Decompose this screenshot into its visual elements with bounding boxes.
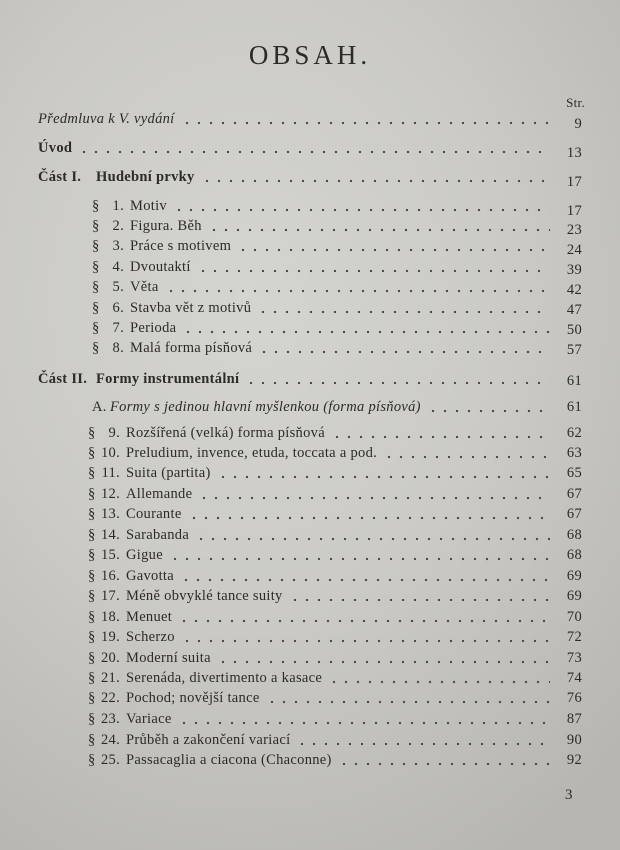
toc-page-number: 24 (566, 242, 582, 258)
toc-page-number: 70 (566, 609, 582, 625)
section-number: 24. (100, 732, 120, 748)
section-title: Passacaglia a ciacona (Chaconne) (126, 752, 332, 768)
dot-leader (201, 167, 550, 187)
toc-row-section (88, 566, 582, 586)
section-number: 3. (112, 238, 124, 254)
dot-leader (178, 607, 550, 627)
dot-leader (178, 709, 550, 729)
section-sign: § (92, 198, 100, 214)
section-sign: § (88, 670, 96, 686)
section-number: 11. (101, 465, 120, 481)
toc-row-section (92, 277, 582, 297)
dot-leader (165, 277, 550, 297)
toc-page-number: 62 (566, 425, 582, 441)
dot-leader (180, 566, 550, 586)
section-title: Práce s motivem (130, 238, 232, 254)
section-number: 18. (100, 609, 120, 625)
section-title: Gigue (126, 547, 163, 563)
section-title: Allemande (126, 486, 193, 502)
toc-row-section (88, 607, 582, 627)
toc-page-number: 68 (566, 547, 582, 563)
section-title: Dvoutaktí (130, 259, 191, 275)
dot-leader (257, 298, 550, 318)
section-sign: § (92, 279, 100, 295)
toc-page-number: 67 (566, 486, 582, 502)
toc-page-number: 13 (566, 145, 582, 161)
dot-leader (237, 236, 550, 256)
dot-leader (198, 484, 550, 504)
toc-row-section (92, 338, 582, 358)
toc-page-number: 72 (566, 629, 582, 645)
toc-row-section (88, 443, 582, 463)
section-sign: § (92, 300, 100, 316)
section-sign: § (88, 527, 96, 543)
section-number: 10. (100, 445, 120, 461)
toc-page-number: 69 (566, 588, 582, 604)
toc-page-number: 90 (566, 732, 582, 748)
toc-page-number: 68 (566, 527, 582, 543)
dot-leader (331, 423, 550, 443)
section-number: 12. (100, 486, 120, 502)
section-number: 15. (100, 547, 120, 563)
dot-leader (296, 730, 550, 750)
toc-row-section (92, 236, 582, 256)
section-sign: § (88, 486, 96, 502)
dot-leader (383, 443, 550, 463)
toc-row-section (92, 216, 582, 236)
section-number: 9. (108, 425, 120, 441)
section-title: Perioda (130, 320, 177, 336)
toc-page-number: 50 (566, 322, 582, 338)
toc-row-section (88, 750, 582, 770)
section-sign: § (88, 650, 96, 666)
section-title: Motiv (130, 198, 167, 214)
section-number: 16. (100, 568, 120, 584)
section-sign: § (88, 465, 96, 481)
section-number: 20. (100, 650, 120, 666)
page-folio: 3 (565, 787, 573, 803)
toc-row-section (92, 257, 582, 277)
toc-row-introduction (38, 138, 582, 161)
toc-page-number: 69 (566, 568, 582, 584)
section-title: Průběh a zakončení variací (126, 732, 291, 748)
section-number: 19. (100, 629, 120, 645)
toc-row-section (88, 688, 582, 708)
section-title: Sarabanda (126, 527, 190, 543)
dot-leader (181, 627, 550, 647)
section-title: Serenáda, divertimento a kasace (126, 670, 323, 686)
dot-leader (266, 688, 550, 708)
toc-page-number: 17 (566, 174, 582, 190)
section-title: Courante (126, 506, 182, 522)
toc-page-number: 65 (566, 465, 582, 481)
section-number: 23. (100, 711, 120, 727)
subheading-letter: A. (92, 399, 107, 415)
toc-row-section (92, 318, 582, 338)
section-title: Preludium, invence, etuda, toccata a pod. (126, 445, 378, 461)
section-sign: § (92, 259, 100, 275)
toc-page-number: 47 (566, 302, 582, 318)
toc-row-section (88, 668, 582, 688)
toc-row-section (92, 196, 582, 219)
section-sign: § (88, 732, 96, 748)
toc-page-number: 92 (566, 752, 582, 768)
section-sign: § (92, 238, 100, 254)
toc-page-number: 42 (566, 282, 582, 298)
dot-leader (195, 525, 550, 545)
section-sign: § (88, 711, 96, 727)
section-number: 7. (112, 320, 124, 336)
toc-row-section (88, 484, 582, 504)
section-sign: § (88, 547, 96, 563)
dot-leader (217, 463, 550, 483)
dot-leader (188, 504, 550, 524)
toc-row-section (88, 709, 582, 729)
section-sign: § (88, 445, 96, 461)
section-number: 22. (100, 690, 120, 706)
section-sign: § (88, 588, 96, 604)
section-title: Variace (126, 711, 172, 727)
dot-leader (197, 257, 550, 277)
dot-leader (169, 545, 550, 565)
toc-row-part (38, 369, 582, 389)
toc-row-part (38, 167, 582, 190)
section-sign: § (88, 425, 96, 441)
section-sign: § (92, 218, 100, 234)
toc-page-number: 39 (566, 262, 582, 278)
section-sign: § (88, 506, 96, 522)
toc-page-number: 61 (566, 399, 582, 415)
toc-page-number: 73 (566, 650, 582, 666)
part-title: Formy instrumentální (96, 371, 240, 387)
section-title: Věta (130, 279, 159, 295)
section-title: Malá forma písňová (130, 340, 253, 356)
toc-page-number: 9 (574, 116, 582, 132)
dot-leader (328, 668, 550, 688)
toc-page-number: 76 (566, 690, 582, 706)
section-title: Méně obvyklé tance suity (126, 588, 283, 604)
toc-page-number: 74 (566, 670, 582, 686)
section-title: Moderní suita (126, 650, 211, 666)
section-number: 1. (112, 198, 124, 214)
toc-page-number: 17 (566, 203, 582, 219)
section-title: Figura. Běh (130, 218, 202, 234)
section-title: Menuet (126, 609, 173, 625)
toc-entry-label: Předmluva k V. vydání (38, 111, 175, 127)
section-title: Pochod; novější tance (126, 690, 260, 706)
toc-row-section (88, 504, 582, 524)
section-sign: § (92, 320, 100, 336)
dot-leader (338, 750, 550, 770)
section-sign: § (88, 568, 96, 584)
section-number: 8. (112, 340, 124, 356)
section-number: 2. (112, 218, 124, 234)
toc-row-section (88, 545, 582, 565)
section-sign: § (88, 752, 96, 768)
toc-page-number: 67 (566, 506, 582, 522)
toc-row-section (88, 423, 582, 443)
toc-row-section (92, 298, 582, 318)
dot-leader (217, 648, 550, 668)
section-title: Rozšířená (velká) forma písňová (126, 425, 325, 441)
toc-row-section (88, 648, 582, 668)
subheading-title: Formy s jedinou hlavní myšlenkou (forma písňová) (110, 399, 421, 415)
section-number: 6. (112, 300, 124, 316)
dot-leader (182, 318, 550, 338)
toc-row-preface (38, 109, 582, 132)
toc-row-section (88, 463, 582, 483)
toc-page-number: 63 (566, 445, 582, 461)
toc-title: OBSAH. (248, 40, 372, 70)
toc-page-number: 57 (566, 342, 582, 358)
dot-leader (427, 397, 550, 417)
toc-row-section (88, 525, 582, 545)
section-number: 5. (112, 279, 124, 295)
section-sign: § (88, 629, 96, 645)
toc-page-number: 61 (566, 373, 582, 389)
section-number: 17. (100, 588, 120, 604)
section-number: 14. (100, 527, 120, 543)
toc-page-number: 87 (566, 711, 582, 727)
section-title: Scherzo (126, 629, 175, 645)
toc-row-subheading (92, 397, 582, 417)
section-title: Gavotta (126, 568, 175, 584)
section-number: 13. (100, 506, 120, 522)
dot-leader (258, 338, 550, 358)
toc-row-section (88, 586, 582, 606)
dot-leader (173, 196, 550, 216)
toc-entry-label: Úvod (38, 140, 73, 156)
toc-page-number: 23 (566, 222, 582, 238)
part-label: Část II. (38, 371, 88, 387)
page-column-header: Str. (566, 95, 585, 110)
dot-leader (78, 138, 550, 158)
section-title: Suita (partita) (126, 465, 211, 481)
toc-row-section (88, 730, 582, 750)
dot-leader (208, 216, 550, 236)
part-title: Hudební prvky (96, 169, 195, 185)
section-number: 21. (100, 670, 120, 686)
section-sign: § (88, 690, 96, 706)
part-label: Část I. (38, 169, 82, 185)
section-sign: § (92, 340, 100, 356)
section-title: Stavba vět z motivů (130, 300, 252, 316)
section-number: 25. (100, 752, 120, 768)
section-number: 4. (112, 259, 124, 275)
section-sign: § (88, 609, 96, 625)
dot-leader (181, 109, 551, 129)
dot-leader (289, 586, 550, 606)
dot-leader (245, 369, 550, 389)
toc-row-section (88, 627, 582, 647)
